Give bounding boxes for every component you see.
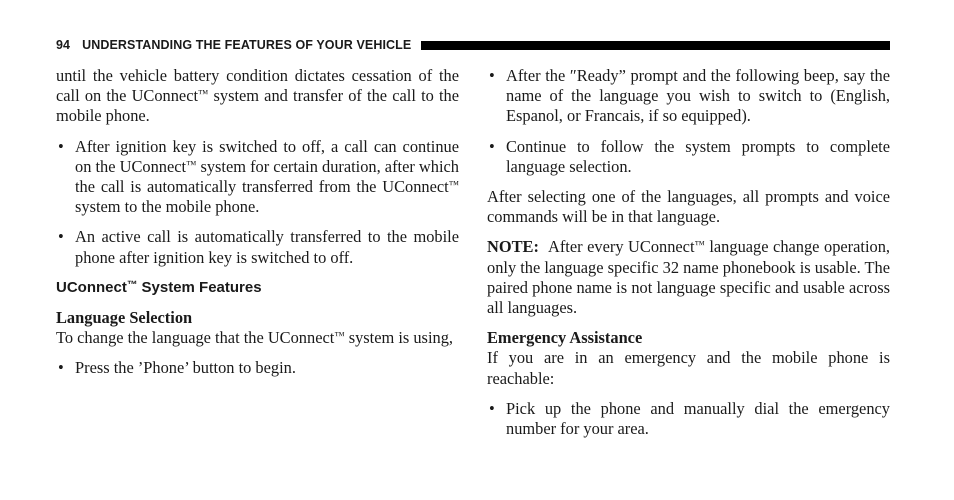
trademark-symbol: ™: [186, 159, 197, 171]
languages-paragraph: After selecting one of the languages, all prompts and voice commands will be in that language.: [487, 187, 890, 227]
trademark-symbol: ™: [694, 240, 705, 252]
bullet-text: After ignition key is switched to off, a call can continue on the UConnect™ system for certain duration, after which the call is automatically transferred from the UConnect™ system to the mobile phone.: [75, 136, 459, 217]
bullet-dot: •: [58, 136, 64, 156]
section-title: UNDERSTANDING THE FEATURES OF YOUR VEHICLE: [82, 38, 412, 52]
bullet-dot: •: [489, 398, 495, 418]
bullet-text: Pick up the phone and manually dial the emergency number for your area.: [506, 398, 890, 439]
subheading-language-selection: Language Selection: [56, 307, 193, 327]
bullet-text: After the ″Ready” prompt and the following beep, say the name of the language you wish to switch to (English, Espanol, or Francais, if so equipped).: [506, 66, 890, 126]
bullet-item: [56, 358, 459, 378]
trademark-symbol: ™: [126, 278, 138, 291]
trademark-symbol: ™: [448, 180, 459, 192]
bullet-text: An active call is automatically transferred to the mobile phone after ignition key is switched to off.: [75, 227, 459, 267]
trademark-symbol: ™: [334, 331, 345, 343]
continued-paragraph: until the vehicle battery condition dictates cessation of the call on the UConnect™ system and transfer of the call to the mobile phone.: [56, 66, 460, 126]
bullet-item: [487, 399, 890, 439]
bullet-item: [487, 137, 890, 177]
bullet-dot: •: [58, 227, 64, 247]
bullet-dot: •: [489, 66, 495, 85]
bullet-item: [56, 227, 459, 267]
left-column: [56, 66, 459, 378]
note-label: NOTE:: [487, 237, 539, 257]
bullet-text: Continue to follow the system prompts to complete language selection.: [506, 136, 890, 176]
emergency-intro-paragraph: If you are in an emergency and the mobile phone is reachable:: [487, 348, 890, 388]
bullet-dot: •: [489, 136, 495, 156]
trademark-symbol: ™: [198, 89, 209, 101]
bullet-dot: •: [58, 358, 64, 378]
bullet-item: [56, 137, 459, 218]
language-intro-paragraph: To change the language that the UConnect™ system is using,: [56, 328, 453, 348]
note-text: After every UConnect™ language change operation, only the language specific 32 name phonebook is usable. The paired phone name is not language specific and usable across all languages.: [487, 237, 890, 318]
page-header: [56, 38, 890, 52]
subheading-emergency-assistance: Emergency Assistance: [487, 328, 643, 348]
note-paragraph: [487, 237, 890, 318]
header-rule: [421, 41, 890, 50]
bullet-item: [487, 66, 890, 127]
right-column: [487, 66, 890, 439]
page-number: 94: [56, 38, 71, 52]
bullet-text: Press the ’Phone’ button to begin.: [75, 358, 296, 378]
section-heading: UConnect™ System Features: [56, 278, 262, 296]
